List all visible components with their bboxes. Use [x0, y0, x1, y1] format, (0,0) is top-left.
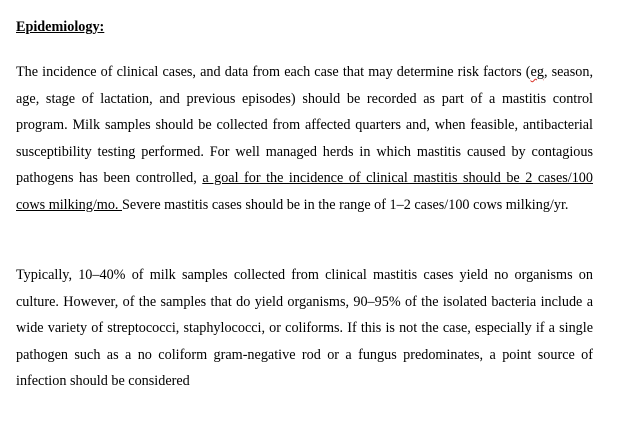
paragraph-text: The incidence of clinical cases, and data from each case that may determine risk factors (	[16, 64, 531, 80]
paragraph-text: Severe mastitis cases should be in the range of 1–2 cases/100 cows milking/yr.	[122, 196, 569, 213]
section-heading: Epidemiology:	[16, 19, 105, 35]
underlined-goal-text: a goal for the incidence of clinical mastitis should be 2 cases/100 cows milking/mo.	[16, 170, 593, 213]
paragraph-incidence	[16, 59, 593, 218]
spellcheck-flagged-word: eg	[530, 64, 544, 80]
paragraph-culture-results: Typically, 10–40% of milk samples collected from clinical mastitis cases yield no organisms on culture. However, of the samples that do yield organisms, 90–95% of the isolated bacteria include a wide variety of streptococci, staphylococci, or coliforms. If this is not the case, especially if a single pathogen such as a no coliform gram-negative rod or a fungus predominates, a point source of infection should be considered	[16, 267, 593, 389]
paragraph-text: , season, age, stage of lactation, and previous episodes) should be recorded as part of a mastitis control program. Milk samples should be collected from affected quarters and, when feasible, antibacterial susceptibility testing performed. For well managed herds in which mastitis caused by contagious pathogens has been controlled,	[16, 64, 593, 186]
